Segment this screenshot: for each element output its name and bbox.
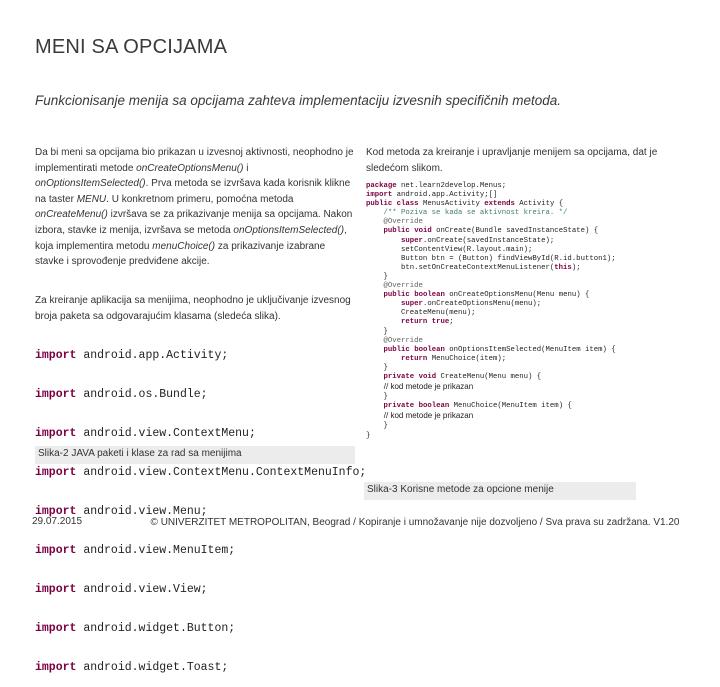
left-paragraph: Da bi meni sa opcijama bio prikazan u izvesnoj aktivnosti, neophodno je implementirati metode onCreateOptionsMenu() i onOptionsItemSelected(). Prva metoda se izvršava kada korisnik klikne na taster MENU. U konkretnom primeru, pomoćna metoda onCreateMenu() izvršava se za prikazivanje menija sa opcijama. Nakon izbora, stavke iz menija, izvršava se metoda onOptionsItemSelected(), koja implementira metodu menuChoice() za prikazivanje izabrane stavke i sprovođenje predviđene akcije. xyxy=(35,147,354,268)
code-line: return MenuChoice(item); xyxy=(401,354,507,363)
slide-subtitle: Funkcionisanje menija sa opcijama zahteva implementaciju izvesnih specifičnih metoda. xyxy=(35,93,562,108)
code-line: super.onCreate(savedInstanceState); xyxy=(401,236,555,245)
code-line: btn.setOnCreateContextMenuListener(this); xyxy=(366,263,581,272)
figure-caption-3: Slika-3 Korisne metode za opcione menije xyxy=(364,482,636,500)
import-line: import android.widget.Toast; xyxy=(35,661,229,674)
code-line: private boolean MenuChoice(MenuItem item) { xyxy=(383,402,572,411)
code-line: /** Poziva se kada se aktivnost kreira. */ xyxy=(366,209,568,218)
code-line: } xyxy=(366,422,388,431)
import-line: import android.os.Bundle; xyxy=(35,388,208,401)
figure-caption-2: Slika-2 JAVA paketi i klase za rad sa menijima xyxy=(35,446,355,464)
code-line: // kod metode je prikazan xyxy=(366,382,474,392)
code-line: return true; xyxy=(401,318,454,327)
code-line: setContentView(R.layout.main); xyxy=(366,245,533,254)
code-line: } xyxy=(366,363,388,372)
code-line: @Override xyxy=(366,282,423,291)
footer-copyright: © UNIVERZITET METROPOLITAN, Beograd / Kopiranje i umnožavanje nije dozvoljeno / Sva prava su zadržana. V1.20 xyxy=(150,517,680,528)
code-line: public class MenusActivity extends Activity { xyxy=(366,200,564,209)
slide-title: MENI SA OPCIJAMA xyxy=(35,36,228,58)
import-line: import android.view.Menu; xyxy=(35,505,208,518)
code-line: } xyxy=(366,272,388,281)
code-line: @Override xyxy=(366,218,423,227)
code-line: // kod metode je prikazan xyxy=(366,411,474,421)
code-line: private void CreateMenu(Menu menu) { xyxy=(383,372,542,381)
code-line: public boolean onCreateOptionsMenu(Menu menu) { xyxy=(383,291,590,300)
code-line: } xyxy=(366,327,388,336)
import-line: import android.app.Activity; xyxy=(35,349,229,362)
code-line: super.onCreateOptionsMenu(menu); xyxy=(401,300,542,309)
import-line: import android.view.ContextMenu; xyxy=(35,427,256,440)
code-line: @Override xyxy=(366,336,423,345)
footer-date: 29.07.2015 xyxy=(32,516,83,527)
code-line: Button btn = (Button) findViewById(R.id.button1); xyxy=(366,254,616,263)
code-line: CreateMenu(menu); xyxy=(366,309,476,318)
code-line: public boolean onOptionsItemSelected(MenuItem item) { xyxy=(383,345,616,354)
import-line: import android.view.View; xyxy=(35,583,208,596)
import-line: import android.view.MenuItem; xyxy=(35,544,236,557)
import-line: import android.view.ContextMenu.ContextMenuInfo; xyxy=(35,466,367,479)
import-line: import android.widget.Button; xyxy=(35,622,236,635)
code-line: package net.learn2develop.Menus; xyxy=(366,182,507,190)
code-line: import android.app.Activity;[] xyxy=(366,191,498,200)
right-paragraph: Kod metoda za kreiranje i upravljanje menijem sa opcijama, dat je sledećom slikom. xyxy=(366,147,658,174)
menu-methods-code-image xyxy=(366,182,616,470)
code-line: } xyxy=(366,431,371,440)
left-paragraph-2: Za kreiranje aplikacija sa menijima, neophodno je uključivanje izvesnog broja paketa sa odgovarajućim klasama (sledeća slika). xyxy=(35,295,351,322)
code-line: } xyxy=(366,393,388,402)
code-line: public void onCreate(Bundle savedInstanceState) { xyxy=(383,227,599,236)
